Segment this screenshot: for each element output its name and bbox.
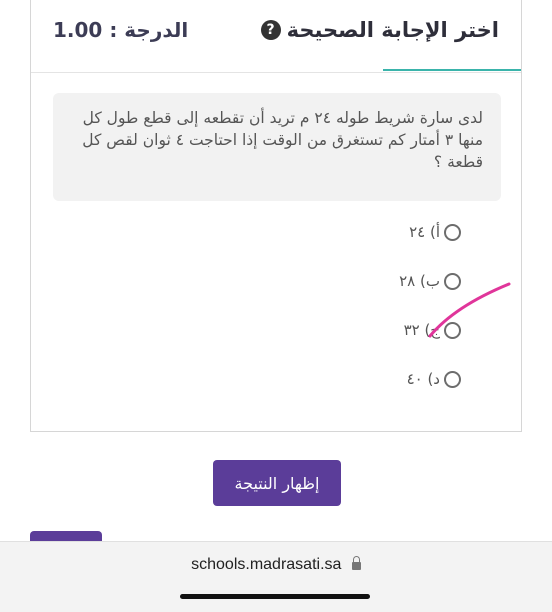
radio-icon[interactable] [444,371,461,388]
option-label: ب) ٢٨ [399,272,440,290]
radio-icon[interactable] [444,322,461,339]
option-label: ج) ٣٢ [403,321,440,339]
option-d[interactable] [399,367,461,391]
url-display[interactable] [0,556,552,574]
header-underline [383,69,521,71]
radio-icon[interactable] [444,273,461,290]
question-text: لدى سارة شريط طوله ٢٤ م تريد أن تقطعه إلى قطع طول كل منها ٣ أمتار كم تستغرق من الوقت إذا احتاجت ٤ ثوان لقص كل قطعة ؟ [53,93,501,201]
option-label: د) ٤٠ [406,370,440,388]
option-label: أ) ٢٤ [409,223,440,241]
radio-icon[interactable] [444,224,461,241]
title-text: اختر الإجابة الصحيحة [286,18,499,42]
home-indicator[interactable] [180,594,370,599]
option-a[interactable] [399,220,461,244]
option-b[interactable] [399,269,461,293]
question-title [261,18,499,42]
browser-address-bar[interactable] [0,541,552,612]
option-c[interactable] [399,318,461,342]
url-text: schools.madrasati.sa [191,556,342,573]
grade-label: الدرجة : 1.00 [53,18,189,42]
lock-icon [352,562,361,570]
question-card [30,0,522,432]
answer-options [399,220,461,416]
question-circle-icon[interactable]: ? [261,20,281,40]
show-result-button[interactable]: إظهار النتيجة [213,460,341,506]
question-header [31,0,521,73]
